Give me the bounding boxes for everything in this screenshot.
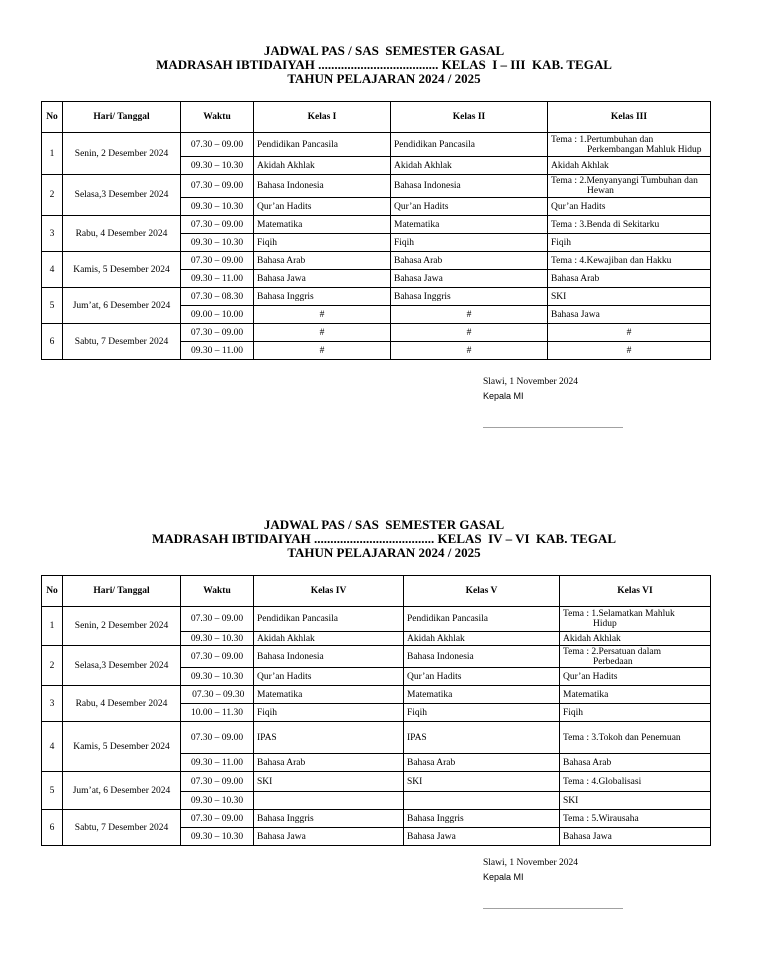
cell-kelas-a: Qur’an Hadits [254, 198, 391, 216]
cell-kelas-c [560, 607, 711, 632]
table-row [42, 175, 711, 198]
cell-kelas-b: Fiqih [391, 234, 548, 252]
cell-kelas-c: Tema : 3.Benda di Sekitarku [548, 216, 711, 234]
cell-no: 1 [42, 607, 63, 646]
cell-waktu: 07.30 – 09.00 [181, 810, 254, 828]
header-kelas-3: Kelas III [548, 102, 711, 133]
cell-kelas-b: Bahasa Jawa [404, 828, 560, 846]
cell-no: 3 [42, 216, 63, 252]
cell-waktu: 07.30 – 09.00 [181, 772, 254, 792]
header-kelas-1: Kelas I [254, 102, 391, 133]
cell-kelas-a: Bahasa Indonesia [254, 175, 391, 198]
cell-kelas-b: Qur’an Hadits [404, 668, 560, 686]
cell-waktu: 07.30 – 09.00 [181, 133, 254, 157]
cell-kelas-c: Tema : 5.Wirausaha [560, 810, 711, 828]
cell-kelas-a: SKI [254, 772, 404, 792]
cell-waktu: 09.30 – 10.30 [181, 792, 254, 810]
cell-hari-tanggal: Jum’at, 6 Desember 2024 [63, 772, 181, 810]
tema-text [551, 176, 707, 196]
cell-waktu: 09.30 – 10.30 [181, 198, 254, 216]
cell-hari-tanggal: Jum’at, 6 Desember 2024 [63, 288, 181, 324]
doc1-title-line-3: TAHUN PELAJARAN 2024 / 2025 [287, 71, 481, 86]
cell-kelas-c: Qur’an Hadits [560, 668, 711, 686]
doc1-title-line-2: MADRASAH IBTIDAIYAH ..................................... KELAS I – III KAB. TEGAL [156, 57, 612, 72]
cell-kelas-c [548, 175, 711, 198]
doc1-signature-block [483, 375, 623, 430]
cell-kelas-a: Fiqih [254, 704, 404, 722]
cell-kelas-a: Matematika [254, 686, 404, 704]
cell-kelas-c: Tema : 3.Tokoh dan Penemuan [560, 722, 711, 754]
cell-kelas-c: Bahasa Arab [548, 270, 711, 288]
cell-no: 1 [42, 133, 63, 175]
header-kelas-2: Kelas II [391, 102, 548, 133]
cell-kelas-a: Pendidikan Pancasila [254, 607, 404, 632]
doc2-header-row [42, 576, 711, 607]
cell-kelas-b: Matematika [391, 216, 548, 234]
cell-kelas-a: Matematika [254, 216, 391, 234]
tema-text [563, 647, 707, 667]
cell-kelas-b: Bahasa Arab [391, 252, 548, 270]
cell-waktu: 09.00 – 10.00 [181, 306, 254, 324]
cell-waktu: 09.30 – 11.00 [181, 754, 254, 772]
cell-no: 6 [42, 810, 63, 846]
tema-line-2: Perbedaan [593, 656, 633, 667]
tema-text [563, 609, 707, 629]
table-row [42, 722, 711, 754]
cell-kelas-a: # [254, 342, 391, 360]
cell-kelas-b: Bahasa Indonesia [404, 646, 560, 668]
cell-kelas-c: Qur’an Hadits [548, 198, 711, 216]
header-waktu: Waktu [181, 102, 254, 133]
cell-waktu: 07.30 – 09.00 [181, 646, 254, 668]
cell-kelas-c: # [548, 342, 711, 360]
cell-waktu: 07.30 – 09.00 [181, 324, 254, 342]
cell-kelas-b: Bahasa Inggris [391, 288, 548, 306]
cell-kelas-b: Matematika [404, 686, 560, 704]
cell-waktu: 07.30 – 08.30 [181, 288, 254, 306]
cell-waktu: 09.30 – 11.00 [181, 342, 254, 360]
cell-hari-tanggal: Senin, 2 Desember 2024 [63, 133, 181, 175]
cell-kelas-c: Akidah Akhlak [560, 632, 711, 646]
cell-no: 2 [42, 646, 63, 686]
tema-text [551, 135, 707, 155]
cell-kelas-a: Bahasa Arab [254, 754, 404, 772]
tema-line-1: Tema : 1.Pertumbuhan dan [551, 134, 654, 145]
cell-no: 5 [42, 772, 63, 810]
cell-kelas-a [254, 792, 404, 810]
cell-waktu: 07.30 – 09.00 [181, 175, 254, 198]
header-waktu: Waktu [181, 576, 254, 607]
cell-no: 5 [42, 288, 63, 324]
tema-line-1: Tema : 2.Persatuan dalam [563, 646, 661, 657]
table-row [42, 133, 711, 157]
cell-kelas-c: SKI [560, 792, 711, 810]
doc2-signature-block [483, 856, 623, 911]
cell-hari-tanggal: Rabu, 4 Desember 2024 [63, 686, 181, 722]
cell-kelas-a: Akidah Akhlak [254, 632, 404, 646]
table-row [42, 216, 711, 234]
cell-waktu: 09.30 – 10.30 [181, 234, 254, 252]
cell-kelas-c [548, 133, 711, 157]
cell-kelas-a: Pendidikan Pancasila [254, 133, 391, 157]
cell-no: 4 [42, 252, 63, 288]
header-kelas-4: Kelas IV [254, 576, 404, 607]
doc2-sign-place-date: Slawi, 1 November 2024 [483, 858, 578, 868]
cell-kelas-c: Akidah Akhlak [548, 157, 711, 175]
cell-kelas-a: Qur’an Hadits [254, 668, 404, 686]
table-row [42, 324, 711, 342]
cell-hari-tanggal: Kamis, 5 Desember 2024 [63, 722, 181, 772]
cell-kelas-b: Akidah Akhlak [391, 157, 548, 175]
table-row [42, 288, 711, 306]
cell-hari-tanggal: Kamis, 5 Desember 2024 [63, 252, 181, 288]
cell-hari-tanggal: Selasa,3 Desember 2024 [63, 646, 181, 686]
doc2-sign-role: Kepala MI [483, 872, 524, 882]
cell-waktu: 09.30 – 11.00 [181, 270, 254, 288]
doc2-title-line-1: JADWAL PAS / SAS SEMESTER GASAL [263, 517, 505, 532]
cell-kelas-b: # [391, 306, 548, 324]
table-row [42, 646, 711, 668]
cell-no: 6 [42, 324, 63, 360]
tema-line-1: Tema : 1.Selamatkan Mahluk [563, 609, 675, 619]
doc1-schedule-table [41, 101, 711, 360]
cell-no: 4 [42, 722, 63, 772]
cell-kelas-c: Tema : 4.Globalisasi [560, 772, 711, 792]
cell-kelas-b: Pendidikan Pancasila [391, 133, 548, 157]
cell-kelas-c: Matematika [560, 686, 711, 704]
cell-kelas-a: IPAS [254, 722, 404, 754]
doc1-title-line-1: JADWAL PAS / SAS SEMESTER GASAL [263, 43, 505, 58]
header-hari: Hari/ Tanggal [63, 102, 181, 133]
cell-kelas-a: Akidah Akhlak [254, 157, 391, 175]
cell-kelas-a: Bahasa Inggris [254, 288, 391, 306]
cell-kelas-b: Qur’an Hadits [391, 198, 548, 216]
tema-line-2: Hewan [587, 186, 614, 196]
cell-kelas-a: Bahasa Indonesia [254, 646, 404, 668]
cell-waktu: 07.30 – 09.00 [181, 252, 254, 270]
cell-hari-tanggal: Rabu, 4 Desember 2024 [63, 216, 181, 252]
cell-kelas-c [560, 646, 711, 668]
cell-kelas-b: # [391, 324, 548, 342]
cell-kelas-b: SKI [404, 772, 560, 792]
cell-kelas-b [404, 792, 560, 810]
cell-kelas-c: Bahasa Arab [560, 754, 711, 772]
cell-kelas-b: Bahasa Arab [404, 754, 560, 772]
cell-waktu: 09.30 – 10.30 [181, 668, 254, 686]
cell-no: 3 [42, 686, 63, 722]
tema-line-2: Perkembangan Mahluk Hidup [587, 144, 702, 155]
cell-kelas-a: Bahasa Jawa [254, 828, 404, 846]
cell-kelas-a: Bahasa Arab [254, 252, 391, 270]
doc1-sign-line: ...................................................................... [483, 421, 623, 430]
cell-waktu: 07.30 – 09.00 [181, 216, 254, 234]
cell-hari-tanggal: Senin, 2 Desember 2024 [63, 607, 181, 646]
cell-kelas-b: Akidah Akhlak [404, 632, 560, 646]
doc2-title-line-3: TAHUN PELAJARAN 2024 / 2025 [287, 545, 481, 560]
cell-waktu: 07.30 – 09.30 [181, 686, 254, 704]
table-row [42, 772, 711, 792]
cell-waktu: 07.30 – 09.00 [181, 607, 254, 632]
doc2-sign-line: ...................................................................... [483, 902, 623, 911]
table-row [42, 252, 711, 270]
cell-kelas-a: Fiqih [254, 234, 391, 252]
doc1-header-row [42, 102, 711, 133]
cell-kelas-b: Fiqih [404, 704, 560, 722]
table-row [42, 810, 711, 828]
cell-kelas-c: Fiqih [560, 704, 711, 722]
doc2-schedule-table [41, 575, 711, 846]
cell-hari-tanggal: Sabtu, 7 Desember 2024 [63, 324, 181, 360]
cell-hari-tanggal: Selasa,3 Desember 2024 [63, 175, 181, 216]
header-no: No [42, 102, 63, 133]
doc1-sign-role: Kepala MI [483, 391, 524, 401]
cell-kelas-c: Tema : 4.Kewajiban dan Hakku [548, 252, 711, 270]
doc1-title-block [0, 44, 768, 86]
cell-waktu: 10.00 – 11.30 [181, 704, 254, 722]
table-row [42, 686, 711, 704]
cell-kelas-a: Bahasa Inggris [254, 810, 404, 828]
table-row [42, 607, 711, 632]
cell-kelas-c: Fiqih [548, 234, 711, 252]
cell-kelas-c: Bahasa Jawa [560, 828, 711, 846]
cell-kelas-b: Pendidikan Pancasila [404, 607, 560, 632]
cell-hari-tanggal: Sabtu, 7 Desember 2024 [63, 810, 181, 846]
cell-kelas-c: Bahasa Jawa [548, 306, 711, 324]
cell-kelas-b: Bahasa Jawa [391, 270, 548, 288]
cell-kelas-c: SKI [548, 288, 711, 306]
cell-kelas-b: # [391, 342, 548, 360]
header-kelas-6: Kelas VI [560, 576, 711, 607]
cell-kelas-b: Bahasa Indonesia [391, 175, 548, 198]
doc1-sign-place-date: Slawi, 1 November 2024 [483, 377, 578, 387]
doc2-title-block [0, 518, 768, 560]
header-kelas-5: Kelas V [404, 576, 560, 607]
cell-kelas-c: # [548, 324, 711, 342]
cell-waktu: 09.30 – 10.30 [181, 828, 254, 846]
cell-no: 2 [42, 175, 63, 216]
cell-kelas-a: # [254, 324, 391, 342]
cell-kelas-b: IPAS [404, 722, 560, 754]
cell-waktu: 09.30 – 10.30 [181, 632, 254, 646]
cell-waktu: 07.30 – 09.00 [181, 722, 254, 754]
tema-line-1: Tema : 2.Menyanyangi Tumbuhan dan [551, 176, 698, 186]
doc2-title-line-2: MADRASAH IBTIDAIYAH ..................................... KELAS IV – VI KAB. TEGAL [152, 531, 616, 546]
cell-kelas-a: # [254, 306, 391, 324]
cell-waktu: 09.30 – 10.30 [181, 157, 254, 175]
header-no: No [42, 576, 63, 607]
header-hari: Hari/ Tanggal [63, 576, 181, 607]
cell-kelas-b: Bahasa Inggris [404, 810, 560, 828]
tema-line-2: Hidup [593, 619, 617, 629]
cell-kelas-a: Bahasa Jawa [254, 270, 391, 288]
